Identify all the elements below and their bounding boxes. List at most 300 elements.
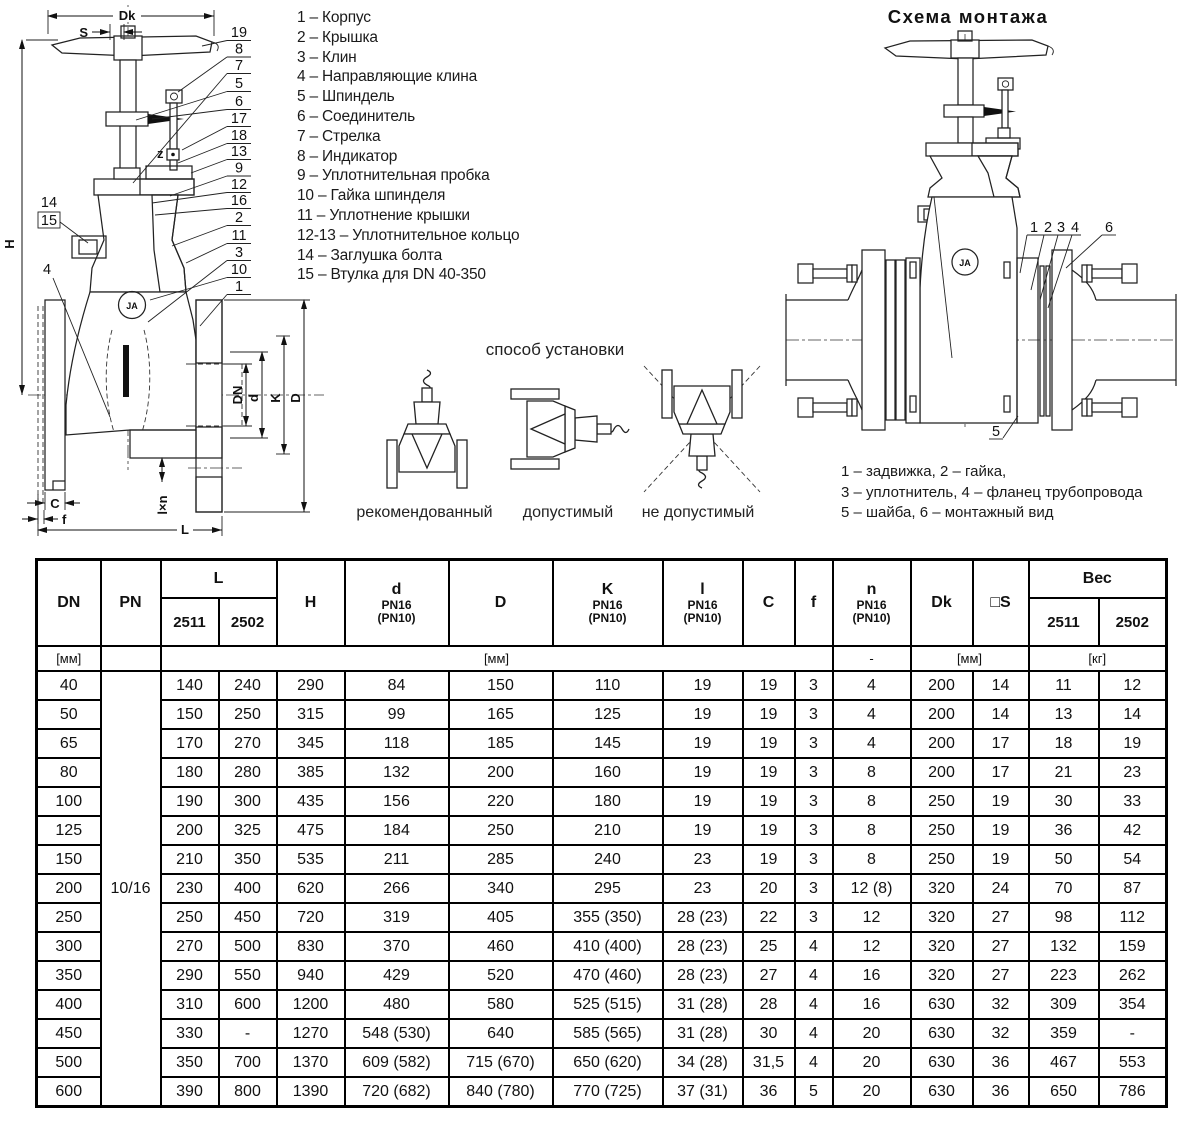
- table-row: [37, 671, 1167, 700]
- col-header-c: C: [743, 560, 795, 647]
- table-cell: 150: [161, 700, 219, 729]
- table-cell: 250: [37, 903, 101, 932]
- indicator-bracket: [146, 166, 192, 179]
- table-cell: 150: [37, 845, 101, 874]
- table-cell: 315: [277, 700, 345, 729]
- table-cell: 319: [345, 903, 449, 932]
- table-cell: 28 (23): [663, 932, 743, 961]
- col-header-ves-2502: 2502: [1099, 598, 1167, 646]
- callout-5: 5: [234, 76, 244, 92]
- install-label-recommended: рекомендованный: [356, 504, 493, 521]
- table-cell: 359: [1029, 1019, 1099, 1048]
- callout-17: 17: [230, 111, 248, 127]
- table-cell: 4: [833, 671, 911, 700]
- table-cell: 470 (460): [553, 961, 663, 990]
- table-cell: 620: [277, 874, 345, 903]
- table-cell: 770 (725): [553, 1077, 663, 1107]
- table-cell: 20: [833, 1019, 911, 1048]
- logo-text: JA: [126, 301, 138, 311]
- table-cell: 200: [911, 700, 973, 729]
- callout-15: 15: [40, 213, 58, 229]
- table-cell: 500: [219, 932, 277, 961]
- table-cell: 4: [795, 1019, 833, 1048]
- table-cell: 800: [219, 1077, 277, 1107]
- table-cell: 31,5: [743, 1048, 795, 1077]
- table-cell: 266: [345, 874, 449, 903]
- col-header-k: K PN16 (PN10): [553, 560, 663, 647]
- table-cell: 200: [911, 729, 973, 758]
- table-cell: 830: [277, 932, 345, 961]
- table-cell: 550: [219, 961, 277, 990]
- table-cell: 32: [973, 1019, 1029, 1048]
- mount-valve-body: [918, 143, 1020, 423]
- table-cell: 145: [553, 729, 663, 758]
- install-recommended-diagram: [387, 370, 467, 488]
- table-row: [37, 758, 1167, 787]
- table-cell: 19: [973, 845, 1029, 874]
- table-cell: 132: [1029, 932, 1099, 961]
- table-cell: 19: [743, 700, 795, 729]
- dimension-f: [22, 510, 67, 527]
- legend-line: 1 – задвижка, 2 – гайка,: [841, 463, 1007, 480]
- table-cell: 87: [1099, 874, 1167, 903]
- table-cell: 27: [973, 932, 1029, 961]
- table-cell: 350: [219, 845, 277, 874]
- table-cell: 4: [795, 1048, 833, 1077]
- table-cell: 170: [161, 729, 219, 758]
- svg-text:DN: DN: [230, 385, 245, 405]
- parts-list-item: 12-13 – Уплотнительное кольцо: [297, 226, 520, 244]
- svg-text:Dk: Dk: [118, 8, 136, 23]
- svg-text:f: f: [62, 512, 67, 527]
- svg-text:D: D: [288, 393, 303, 403]
- table-cell: 200: [449, 758, 553, 787]
- callout-19: 19: [230, 25, 248, 41]
- table-cell: 330: [161, 1019, 219, 1048]
- table-cell: 200: [37, 874, 101, 903]
- parts-list-item: 10 – Гайка шпинделя: [297, 187, 446, 205]
- table-cell: 8: [833, 758, 911, 787]
- table-cell: 200: [911, 671, 973, 700]
- table-cell: 4: [795, 990, 833, 1019]
- table-cell: 8: [833, 787, 911, 816]
- table-cell: 32: [973, 990, 1029, 1019]
- svg-text:d: d: [246, 394, 261, 402]
- table-cell: 17: [973, 758, 1029, 787]
- table-row: [37, 1077, 1167, 1107]
- table-cell: 250: [911, 845, 973, 874]
- table-cell: 28: [743, 990, 795, 1019]
- table-cell: 19: [1099, 729, 1167, 758]
- col-header-smalll: l PN16 (PN10): [663, 560, 743, 647]
- table-cell: 250: [911, 816, 973, 845]
- table-cell: 12: [833, 903, 911, 932]
- col-header-ves-2511: 2511: [1029, 598, 1099, 646]
- table-body: [37, 671, 1167, 1107]
- callout-6: 6: [234, 94, 244, 110]
- units-n: -: [833, 646, 911, 671]
- table-cell: 290: [277, 671, 345, 700]
- table-cell: 720 (682): [345, 1077, 449, 1107]
- table-row: [37, 729, 1167, 758]
- table-cell: 700: [219, 1048, 277, 1077]
- parts-list-item: 8 – Индикатор: [297, 147, 398, 165]
- table-cell: 630: [911, 1077, 973, 1107]
- table-cell: 250: [449, 816, 553, 845]
- mount-callout-2: 2: [1043, 220, 1053, 236]
- table-cell-pn: 10/16: [101, 671, 161, 1107]
- callout-16: 16: [230, 193, 248, 209]
- table-cell: 12 (8): [833, 874, 911, 903]
- parts-list: [297, 8, 519, 285]
- table-cell: 585 (565): [553, 1019, 663, 1048]
- table-cell: 180: [161, 758, 219, 787]
- table-cell: 37 (31): [663, 1077, 743, 1107]
- table-row: [37, 903, 1167, 932]
- table-cell: 160: [553, 758, 663, 787]
- table-cell: 33: [1099, 787, 1167, 816]
- svg-text:K: K: [268, 393, 283, 403]
- mount-callout-4: 4: [1070, 220, 1080, 236]
- table-cell: 600: [219, 990, 277, 1019]
- wedge-seal: [123, 345, 129, 397]
- callout-8: 8: [234, 41, 244, 58]
- table-cell: 16: [833, 990, 911, 1019]
- handwheel: [52, 26, 218, 60]
- table-cell: 1270: [277, 1019, 345, 1048]
- valve-body: [66, 292, 218, 458]
- parts-list-item: 14 – Заглушка болта: [297, 246, 442, 264]
- legend-line: 5 – шайба, 6 – монтажный вид: [841, 504, 1054, 521]
- callout-9: 9: [234, 160, 244, 177]
- col-header-ves: Вес: [1029, 560, 1167, 599]
- table-cell: 553: [1099, 1048, 1167, 1077]
- table-cell: 320: [911, 932, 973, 961]
- table-row: [37, 961, 1167, 990]
- table-cell: 354: [1099, 990, 1167, 1019]
- table-cell: 14: [973, 671, 1029, 700]
- mount-valve-topworks: [885, 31, 1053, 149]
- table-cell: 786: [1099, 1077, 1167, 1107]
- table-cell: 150: [449, 671, 553, 700]
- table-cell: 650: [1029, 1077, 1099, 1107]
- svg-text:l×n: l×n: [155, 495, 170, 515]
- table-cell: 1370: [277, 1048, 345, 1077]
- table-cell: 535: [277, 845, 345, 874]
- table-cell: 548 (530): [345, 1019, 449, 1048]
- bonnet: [90, 195, 186, 292]
- callout-10: 10: [230, 262, 248, 278]
- mount-callout-6: 6: [1104, 220, 1114, 236]
- parts-list-item: 11 – Уплотнение крышки: [297, 206, 470, 224]
- dimension-lxn: [155, 458, 170, 515]
- parts-list-item: 9 – Уплотнительная пробка: [297, 167, 490, 185]
- table-cell: 340: [449, 874, 553, 903]
- callout-4: 4: [42, 262, 52, 278]
- table-cell: 320: [911, 903, 973, 932]
- table-cell: 11: [1029, 671, 1099, 700]
- table-cell: 17: [973, 729, 1029, 758]
- table-cell: 295: [553, 874, 663, 903]
- table-cell: 300: [37, 932, 101, 961]
- table-cell: 630: [911, 1048, 973, 1077]
- table-cell: 270: [161, 932, 219, 961]
- table-cell: 100: [37, 787, 101, 816]
- col-header-h: H: [277, 560, 345, 647]
- table-cell: 118: [345, 729, 449, 758]
- table-cell: 54: [1099, 845, 1167, 874]
- table-cell: 184: [345, 816, 449, 845]
- table-cell: 3: [795, 671, 833, 700]
- table-cell: 650 (620): [553, 1048, 663, 1077]
- table-cell: 98: [1029, 903, 1099, 932]
- table-cell: 385: [277, 758, 345, 787]
- table-cell: 467: [1029, 1048, 1099, 1077]
- table-cell: 3: [795, 700, 833, 729]
- dimensions-table-wrap: [35, 558, 1168, 1108]
- right-flange: [188, 300, 242, 512]
- table-cell: 21: [1029, 758, 1099, 787]
- install-allowed-diagram: [511, 389, 629, 469]
- svg-text:S: S: [79, 25, 88, 40]
- table-cell: 220: [449, 787, 553, 816]
- col-header-s: □S: [973, 560, 1029, 647]
- table-cell: 19: [663, 787, 743, 816]
- installation-diagrams: [342, 358, 772, 508]
- dimension-bigd: [224, 300, 310, 512]
- svg-text:H: H: [2, 239, 17, 249]
- table-cell: 140: [161, 671, 219, 700]
- table-cell: 640: [449, 1019, 553, 1048]
- stem-gland: [114, 168, 140, 179]
- table-cell: 16: [833, 961, 911, 990]
- table-cell: 13: [1029, 700, 1099, 729]
- table-cell: 14: [1099, 700, 1167, 729]
- units-main: [мм]: [161, 646, 833, 671]
- installation-title: способ установки: [485, 340, 625, 359]
- table-cell: 30: [1029, 787, 1099, 816]
- table-cell: 50: [1029, 845, 1099, 874]
- table-cell: 223: [1029, 961, 1099, 990]
- table-cell: 3: [795, 758, 833, 787]
- table-cell: 320: [911, 874, 973, 903]
- callout-18: 18: [230, 128, 248, 144]
- table-cell: 8: [833, 816, 911, 845]
- table-cell: 350: [161, 1048, 219, 1077]
- table-cell: 3: [795, 729, 833, 758]
- table-cell: 125: [553, 700, 663, 729]
- table-cell: 34 (28): [663, 1048, 743, 1077]
- table-cell: 36: [973, 1077, 1029, 1107]
- parts-list-item: 6 – Соединитель: [297, 107, 416, 125]
- col-header-l-2511: 2511: [161, 598, 219, 646]
- col-header-dn: DN: [37, 560, 101, 647]
- callout-numbers-right: [231, 25, 247, 295]
- table-row: [37, 1048, 1167, 1077]
- table-cell: 19: [743, 758, 795, 787]
- table-cell: 110: [553, 671, 663, 700]
- table-cell: 1390: [277, 1077, 345, 1107]
- callout-7: 7: [234, 58, 244, 74]
- table-cell: 309: [1029, 990, 1099, 1019]
- table-cell: 630: [911, 990, 973, 1019]
- table-cell: 22: [743, 903, 795, 932]
- table-cell: 1200: [277, 990, 345, 1019]
- table-cell: 40: [37, 671, 101, 700]
- table-cell: 31 (28): [663, 990, 743, 1019]
- table-row: [37, 845, 1167, 874]
- table-cell: 280: [219, 758, 277, 787]
- table-cell: 390: [161, 1077, 219, 1107]
- mount-callout-3: 3: [1056, 220, 1066, 236]
- units-dn: [мм]: [37, 646, 101, 671]
- table-cell: 270: [219, 729, 277, 758]
- col-header-dk: Dk: [911, 560, 973, 647]
- table-cell: 80: [37, 758, 101, 787]
- table-cell: 600: [37, 1077, 101, 1107]
- table-cell: 400: [37, 990, 101, 1019]
- table-cell: 840 (780): [449, 1077, 553, 1107]
- install-label-notallowed: не допустимый: [641, 504, 755, 521]
- table-cell: 262: [1099, 961, 1167, 990]
- table-cell: 42: [1099, 816, 1167, 845]
- table-cell: 4: [833, 729, 911, 758]
- table-cell: 450: [37, 1019, 101, 1048]
- table-cell: 200: [161, 816, 219, 845]
- table-cell: 8: [833, 845, 911, 874]
- table-cell: 435: [277, 787, 345, 816]
- col-header-bigd: D: [449, 560, 553, 647]
- table-cell: 19: [743, 729, 795, 758]
- table-cell: 580: [449, 990, 553, 1019]
- callout-11: 11: [231, 228, 247, 244]
- table-cell: 19: [743, 845, 795, 874]
- table-cell: 4: [833, 700, 911, 729]
- table-cell: 180: [553, 787, 663, 816]
- table-cell: 125: [37, 816, 101, 845]
- parts-list-item: 4 – Направляющие клина: [297, 68, 478, 86]
- table-cell: 24: [973, 874, 1029, 903]
- table-cell: 19: [743, 671, 795, 700]
- callout-1: 1: [234, 279, 244, 295]
- table-cell: 3: [795, 903, 833, 932]
- table-cell: 28 (23): [663, 961, 743, 990]
- table-cell: 12: [833, 932, 911, 961]
- table-cell: 450: [219, 903, 277, 932]
- col-header-f: f: [795, 560, 833, 647]
- mount-callout-1: 1: [1029, 220, 1039, 236]
- table-cell: 210: [161, 845, 219, 874]
- table-cell: 165: [449, 700, 553, 729]
- dim-z-label: z: [157, 146, 164, 161]
- table-cell: 27: [743, 961, 795, 990]
- table-cell: 19: [743, 816, 795, 845]
- table-cell: 429: [345, 961, 449, 990]
- logo-text: JA: [959, 258, 971, 268]
- table-row: [37, 932, 1167, 961]
- table-cell: 31 (28): [663, 1019, 743, 1048]
- table-cell: -: [1099, 1019, 1167, 1048]
- valve-section-drawing: [0, 0, 330, 545]
- install-label-allowed: допустимый: [522, 504, 614, 521]
- table-cell: 609 (582): [345, 1048, 449, 1077]
- table-row: [37, 1019, 1167, 1048]
- units-pn: [101, 646, 161, 671]
- callout-13: 13: [230, 144, 248, 160]
- parts-list-item: 5 – Шпиндель: [297, 88, 395, 106]
- table-cell: 230: [161, 874, 219, 903]
- table-cell: 350: [37, 961, 101, 990]
- table-cell: 50: [37, 700, 101, 729]
- table-cell: 520: [449, 961, 553, 990]
- table-cell: 36: [973, 1048, 1029, 1077]
- table-cell: 12: [1099, 671, 1167, 700]
- dimension-c: [27, 492, 80, 511]
- mount-callout-5: 5: [991, 424, 1001, 440]
- table-cell: 19: [743, 787, 795, 816]
- col-header-pn: PN: [101, 560, 161, 647]
- table-cell: 19: [663, 816, 743, 845]
- table-cell: 3: [795, 787, 833, 816]
- table-cell: 940: [277, 961, 345, 990]
- table-cell: 480: [345, 990, 449, 1019]
- table-cell: 190: [161, 787, 219, 816]
- callout-12: 12: [230, 177, 248, 193]
- table-cell: 14: [973, 700, 1029, 729]
- table-cell: 36: [1029, 816, 1099, 845]
- table-cell: 715 (670): [449, 1048, 553, 1077]
- table-cell: 211: [345, 845, 449, 874]
- table-cell: 19: [973, 816, 1029, 845]
- table-cell: -: [219, 1019, 277, 1048]
- col-header-d: d PN16 (PN10): [345, 560, 449, 647]
- table-cell: 630: [911, 1019, 973, 1048]
- table-cell: 500: [37, 1048, 101, 1077]
- units-ves: [кг]: [1029, 646, 1167, 671]
- table-cell: 23: [1099, 758, 1167, 787]
- table-cell: 310: [161, 990, 219, 1019]
- callout-14: 14: [40, 195, 58, 211]
- table-cell: 19: [973, 787, 1029, 816]
- table-cell: 250: [219, 700, 277, 729]
- table-cell: 290: [161, 961, 219, 990]
- table-cell: 65: [37, 729, 101, 758]
- table-cell: 475: [277, 816, 345, 845]
- table-cell: 23: [663, 845, 743, 874]
- table-cell: 285: [449, 845, 553, 874]
- parts-list-item: 2 – Крышка: [297, 28, 378, 46]
- table-cell: 3: [795, 816, 833, 845]
- table-cell: 3: [795, 845, 833, 874]
- table-cell: 19: [663, 758, 743, 787]
- table-cell: 250: [911, 787, 973, 816]
- left-flange: [38, 300, 65, 505]
- table-cell: 70: [1029, 874, 1099, 903]
- legend-line: 3 – уплотнитель, 4 – фланец трубопровода: [841, 483, 1143, 501]
- callout-3: 3: [234, 245, 244, 261]
- table-cell: 210: [553, 816, 663, 845]
- dimensions-table: [35, 558, 1168, 1108]
- table-cell: 185: [449, 729, 553, 758]
- svg-text:C: C: [50, 496, 60, 511]
- table-row: [37, 787, 1167, 816]
- table-cell: 525 (515): [553, 990, 663, 1019]
- table-cell: 4: [795, 961, 833, 990]
- mounting-drawing: [782, 28, 1180, 450]
- table-cell: 20: [833, 1048, 911, 1077]
- table-cell: 4: [795, 932, 833, 961]
- table-cell: 345: [277, 729, 345, 758]
